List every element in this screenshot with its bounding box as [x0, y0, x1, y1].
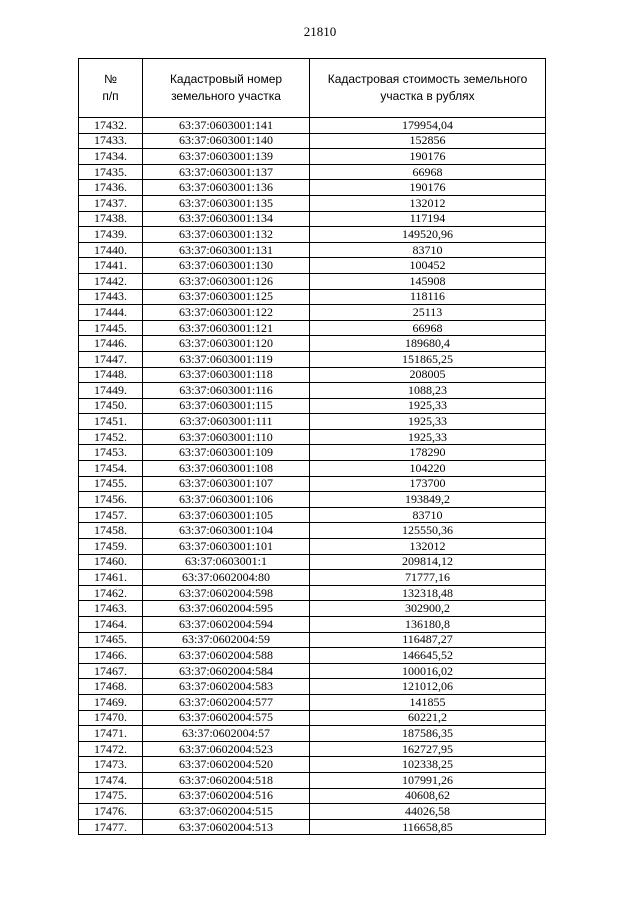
- row-number: 17451.: [79, 414, 143, 430]
- table-row: [79, 523, 546, 539]
- row-number: 17445.: [79, 320, 143, 336]
- row-number: 17460.: [79, 554, 143, 570]
- cadastral-table: [78, 58, 546, 835]
- table-row: [79, 195, 546, 211]
- row-number: 17464.: [79, 617, 143, 633]
- table-row: [79, 507, 546, 523]
- row-number: 17454.: [79, 461, 143, 477]
- table-row: [79, 461, 546, 477]
- cadastral-value: 132012: [310, 539, 546, 555]
- table-row: [79, 398, 546, 414]
- row-number: 17433.: [79, 133, 143, 149]
- cadastral-value: 1088,23: [310, 383, 546, 399]
- table-row: [79, 648, 546, 664]
- cadastral-value: 189680,4: [310, 336, 546, 352]
- table-row: [79, 273, 546, 289]
- cadastral-value: 162727,95: [310, 741, 546, 757]
- cadastral-number: 63:37:0603001:115: [143, 398, 310, 414]
- cadastral-value: 132318,48: [310, 585, 546, 601]
- table-row: [79, 632, 546, 648]
- cadastral-value: 1925,33: [310, 429, 546, 445]
- cadastral-value: 71777,16: [310, 570, 546, 586]
- row-number: 17468.: [79, 679, 143, 695]
- cadastral-number: 63:37:0603001:108: [143, 461, 310, 477]
- cadastral-value: 121012,06: [310, 679, 546, 695]
- table-row: [79, 539, 546, 555]
- table-row: [79, 164, 546, 180]
- cadastral-number: 63:37:0602004:588: [143, 648, 310, 664]
- table-row: [79, 772, 546, 788]
- cadastral-number: 63:37:0603001:141: [143, 118, 310, 134]
- table-row: [79, 149, 546, 165]
- row-number: 17439.: [79, 227, 143, 243]
- header-number-text: № п/п: [102, 72, 119, 103]
- cadastral-value: 102338,25: [310, 757, 546, 773]
- cadastral-value: 152856: [310, 133, 546, 149]
- table-row: [79, 180, 546, 196]
- cadastral-number: 63:37:0602004:57: [143, 726, 310, 742]
- cadastral-number: 63:37:0603001:139: [143, 149, 310, 165]
- cadastral-value: 149520,96: [310, 227, 546, 243]
- table-row: [79, 819, 546, 835]
- row-number: 17459.: [79, 539, 143, 555]
- cadastral-number: 63:37:0603001:101: [143, 539, 310, 555]
- cadastral-value: 302900,2: [310, 601, 546, 617]
- cadastral-number: 63:37:0602004:520: [143, 757, 310, 773]
- cadastral-number: 63:37:0603001:140: [143, 133, 310, 149]
- row-number: 17458.: [79, 523, 143, 539]
- row-number: 17435.: [79, 164, 143, 180]
- cadastral-value: 1925,33: [310, 414, 546, 430]
- cadastral-number: 63:37:0603001:126: [143, 273, 310, 289]
- header-row: [79, 59, 546, 118]
- table-row: [79, 726, 546, 742]
- table-row: [79, 429, 546, 445]
- cadastral-number: 63:37:0602004:584: [143, 663, 310, 679]
- table-row: [79, 227, 546, 243]
- cadastral-number: 63:37:0603001:137: [143, 164, 310, 180]
- cadastral-number: 63:37:0603001:104: [143, 523, 310, 539]
- table-row: [79, 258, 546, 274]
- cadastral-value: 208005: [310, 367, 546, 383]
- row-number: 17444.: [79, 305, 143, 321]
- cadastral-number: 63:37:0603001:111: [143, 414, 310, 430]
- cadastral-value: 136180,8: [310, 617, 546, 633]
- header-cadastral-number: Кадастровый номер земельного участка: [143, 59, 310, 118]
- cadastral-value: 145908: [310, 273, 546, 289]
- table-row: [79, 305, 546, 321]
- row-number: 17432.: [79, 118, 143, 134]
- row-number: 17453.: [79, 445, 143, 461]
- cadastral-number: 63:37:0602004:80: [143, 570, 310, 586]
- row-number: 17462.: [79, 585, 143, 601]
- row-number: 17472.: [79, 741, 143, 757]
- row-number: 17474.: [79, 772, 143, 788]
- cadastral-value: 107991,26: [310, 772, 546, 788]
- header-cadastral-value: Кадастровая стоимость земельного участка в рублях: [310, 59, 546, 118]
- row-number: 17456.: [79, 492, 143, 508]
- row-number: 17448.: [79, 367, 143, 383]
- cadastral-number: 63:37:0602004:513: [143, 819, 310, 835]
- row-number: 17463.: [79, 601, 143, 617]
- cadastral-value: 100452: [310, 258, 546, 274]
- row-number: 17449.: [79, 383, 143, 399]
- table-row: [79, 804, 546, 820]
- table-row: [79, 788, 546, 804]
- cadastral-number: 63:37:0603001:120: [143, 336, 310, 352]
- cadastral-value: 146645,52: [310, 648, 546, 664]
- row-number: 17471.: [79, 726, 143, 742]
- cadastral-value: 116487,27: [310, 632, 546, 648]
- table-row: [79, 554, 546, 570]
- cadastral-number: 63:37:0602004:594: [143, 617, 310, 633]
- table-row: [79, 492, 546, 508]
- cadastral-value: 104220: [310, 461, 546, 477]
- cadastral-value: 132012: [310, 195, 546, 211]
- cadastral-value: 66968: [310, 164, 546, 180]
- cadastral-value: 209814,12: [310, 554, 546, 570]
- cadastral-number: 63:37:0602004:523: [143, 741, 310, 757]
- row-number: 17441.: [79, 258, 143, 274]
- row-number: 17443.: [79, 289, 143, 305]
- row-number: 17467.: [79, 663, 143, 679]
- cadastral-value: 125550,36: [310, 523, 546, 539]
- cadastral-number: 63:37:0603001:119: [143, 351, 310, 367]
- table-row: [79, 118, 546, 134]
- table-row: [79, 211, 546, 227]
- cadastral-number: 63:37:0602004:59: [143, 632, 310, 648]
- row-number: 17452.: [79, 429, 143, 445]
- row-number: 17475.: [79, 788, 143, 804]
- row-number: 17446.: [79, 336, 143, 352]
- table-row: [79, 679, 546, 695]
- table-row: [79, 414, 546, 430]
- table-row: [79, 320, 546, 336]
- cadastral-value: 187586,35: [310, 726, 546, 742]
- table-row: [79, 663, 546, 679]
- cadastral-number: 63:37:0603001:135: [143, 195, 310, 211]
- header-number: [79, 59, 143, 118]
- cadastral-number: 63:37:0603001:122: [143, 305, 310, 321]
- table-row: [79, 570, 546, 586]
- cadastral-value: 193849,2: [310, 492, 546, 508]
- row-number: 17442.: [79, 273, 143, 289]
- row-number: 17457.: [79, 507, 143, 523]
- row-number: 17440.: [79, 242, 143, 258]
- cadastral-value: 83710: [310, 242, 546, 258]
- cadastral-number: 63:37:0602004:515: [143, 804, 310, 820]
- row-number: 17437.: [79, 195, 143, 211]
- row-number: 17438.: [79, 211, 143, 227]
- cadastral-number: 63:37:0602004:575: [143, 710, 310, 726]
- cadastral-number: 63:37:0602004:518: [143, 772, 310, 788]
- cadastral-number: 63:37:0603001:110: [143, 429, 310, 445]
- row-number: 17455.: [79, 476, 143, 492]
- table-row: [79, 383, 546, 399]
- cadastral-number: 63:37:0603001:134: [143, 211, 310, 227]
- cadastral-value: 25113: [310, 305, 546, 321]
- row-number: 17476.: [79, 804, 143, 820]
- cadastral-number: 63:37:0603001:105: [143, 507, 310, 523]
- table-row: [79, 476, 546, 492]
- cadastral-number: 63:37:0603001:131: [143, 242, 310, 258]
- cadastral-value: 151865,25: [310, 351, 546, 367]
- table-row: [79, 367, 546, 383]
- row-number: 17461.: [79, 570, 143, 586]
- row-number: 17466.: [79, 648, 143, 664]
- row-number: 17434.: [79, 149, 143, 165]
- cadastral-number: 63:37:0602004:516: [143, 788, 310, 804]
- cadastral-number: 63:37:0603001:109: [143, 445, 310, 461]
- table-row: [79, 336, 546, 352]
- page-number: 21810: [303, 24, 337, 39]
- cadastral-value: 100016,02: [310, 663, 546, 679]
- row-number: 17473.: [79, 757, 143, 773]
- cadastral-value: 178290: [310, 445, 546, 461]
- cadastral-number: 63:37:0603001:132: [143, 227, 310, 243]
- cadastral-number: 63:37:0603001:116: [143, 383, 310, 399]
- cadastral-number: 63:37:0603001:130: [143, 258, 310, 274]
- row-number: 17450.: [79, 398, 143, 414]
- cadastral-number: 63:37:0603001:125: [143, 289, 310, 305]
- row-number: 17465.: [79, 632, 143, 648]
- table-row: [79, 741, 546, 757]
- table-row: [79, 694, 546, 710]
- row-number: 17470.: [79, 710, 143, 726]
- row-number: 17477.: [79, 819, 143, 835]
- table-row: [79, 242, 546, 258]
- cadastral-number: 63:37:0602004:595: [143, 601, 310, 617]
- cadastral-value: 83710: [310, 507, 546, 523]
- cadastral-value: 66968: [310, 320, 546, 336]
- cadastral-value: 117194: [310, 211, 546, 227]
- table-row: [79, 710, 546, 726]
- cadastral-number: 63:37:0603001:106: [143, 492, 310, 508]
- cadastral-value: 116658,85: [310, 819, 546, 835]
- table-row: [79, 617, 546, 633]
- table-body: [79, 118, 546, 835]
- table-row: [79, 757, 546, 773]
- row-number: 17469.: [79, 694, 143, 710]
- cadastral-number: 63:37:0603001:136: [143, 180, 310, 196]
- cadastral-number: 63:37:0602004:583: [143, 679, 310, 695]
- table-header: [79, 59, 546, 118]
- cadastral-number: 63:37:0603001:107: [143, 476, 310, 492]
- cadastral-value: 190176: [310, 180, 546, 196]
- cadastral-value: 190176: [310, 149, 546, 165]
- table-row: [79, 601, 546, 617]
- cadastral-value: 173700: [310, 476, 546, 492]
- table-row: [79, 133, 546, 149]
- cadastral-number: 63:37:0602004:598: [143, 585, 310, 601]
- table-row: [79, 585, 546, 601]
- cadastral-value: 141855: [310, 694, 546, 710]
- table-row: [79, 445, 546, 461]
- cadastral-value: 1925,33: [310, 398, 546, 414]
- cadastral-value: 44026,58: [310, 804, 546, 820]
- cadastral-value: 118116: [310, 289, 546, 305]
- cadastral-number: 63:37:0603001:118: [143, 367, 310, 383]
- cadastral-value: 40608,62: [310, 788, 546, 804]
- row-number: 17447.: [79, 351, 143, 367]
- cadastral-number: 63:37:0603001:1: [143, 554, 310, 570]
- row-number: 17436.: [79, 180, 143, 196]
- table-row: [79, 351, 546, 367]
- cadastral-value: 60221,2: [310, 710, 546, 726]
- table-row: [79, 289, 546, 305]
- cadastral-number: 63:37:0602004:577: [143, 694, 310, 710]
- cadastral-number: 63:37:0603001:121: [143, 320, 310, 336]
- cadastral-value: 179954,04: [310, 118, 546, 134]
